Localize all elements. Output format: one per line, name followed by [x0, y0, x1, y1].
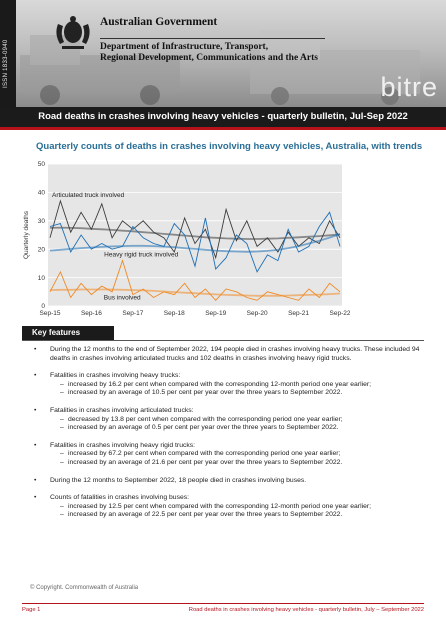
- issn-number: ISSN 1833-0940: [3, 39, 9, 88]
- feature-text: During the 12 months to the end of September 2022, 194 people died in crashes involving heavy trucks. These included 94 deaths in crashes involving articulated trucks and 102 deaths in crashes involving heavy rigid trucks.: [50, 346, 420, 362]
- title-bar: [0, 107, 446, 127]
- plot-area: [48, 164, 342, 306]
- x-tick-label: Sep-19: [205, 310, 227, 317]
- key-features-heading: Key features: [32, 328, 81, 337]
- department-line-2: Regional Development, Communications and the Arts: [100, 53, 318, 63]
- x-tick-label: Sep-22: [329, 310, 350, 317]
- feature-sub-item: – increased by 67.2 per cent when compared with the corresponding period one year earlier;: [50, 450, 426, 459]
- title-underline: [0, 127, 446, 130]
- x-tick-label: Sep-21: [288, 310, 310, 317]
- feature-bullet: [30, 372, 426, 398]
- footer-rule: [22, 603, 424, 604]
- feature-sub-item: – increased by an average of 0.5 per cent per year over the three years to September 2022.: [50, 424, 426, 433]
- footer-bulletin-title: Road deaths in crashes involving heavy vehicles - quarterly bulletin, July – September 2022: [188, 607, 424, 613]
- y-tick-label: 10: [37, 274, 45, 282]
- feature-bullet: [30, 442, 426, 468]
- y-tick-label: 40: [37, 189, 45, 197]
- series-label: Heavy rigid truck involved: [104, 251, 179, 259]
- x-tick-label: Sep-15: [39, 310, 61, 317]
- chart-title: Quarterly counts of deaths in crashes involving heavy vehicles, Australia, with trends: [36, 141, 423, 152]
- feature-bullet: [30, 407, 426, 433]
- x-tick-label: Sep-20: [246, 310, 268, 317]
- y-tick-label: 50: [37, 161, 45, 169]
- feature-text: • Fatalities in crashes involving heavy rigid trucks:: [50, 441, 196, 449]
- feature-sub-item: – increased by 16.2 per cent when compared with the corresponding 12-month period one year earlier;: [50, 381, 426, 390]
- bitre-logo: bitre: [380, 72, 438, 102]
- government-name: Australian Government: [100, 16, 218, 28]
- x-tick-label: Sep-17: [122, 310, 144, 317]
- feature-bullet: [30, 494, 426, 520]
- feature-text: • Fatalities in crashes involving heavy trucks:: [50, 372, 181, 380]
- government-rule: [100, 38, 325, 39]
- page-number: Page 1: [22, 607, 41, 613]
- copyright: © Copyright. Commonwealth of Australia: [30, 585, 139, 591]
- x-tick-label: Sep-16: [80, 310, 102, 317]
- x-tick-label: Sep-18: [163, 310, 185, 317]
- department-line-1: Department of Infrastructure, Transport,: [100, 42, 269, 52]
- y-tick-label: 30: [37, 218, 45, 225]
- feature-sub-item: – increased by an average of 22.5 per cent per year over the three years to September 2022.: [50, 511, 426, 520]
- key-features-heading-bar: [22, 326, 114, 340]
- feature-sub-item: – increased by an average of 10.5 per cent per year over the three years to September 2022.: [50, 389, 426, 398]
- y-tick-label: 0: [41, 303, 45, 311]
- department-name: [100, 42, 360, 64]
- feature-bullet: [30, 346, 426, 363]
- key-features-rule: [22, 340, 424, 341]
- feature-bullet: [30, 477, 426, 486]
- chart: [20, 156, 350, 324]
- key-features-list: [30, 346, 426, 529]
- coat-of-arms-icon: [52, 14, 94, 54]
- y-axis-label: Quarterly deaths: [23, 210, 30, 260]
- feature-sub-item: – increased by 12.5 per cent when compared with the corresponding 12-month period one year earlier;: [50, 503, 426, 512]
- y-tick-label: 20: [37, 246, 45, 254]
- feature-sub-item: – increased by an average of 21.6 per cent per year over the three years to September 2022.: [50, 459, 426, 468]
- feature-text: • Counts of fatalities in crashes involving buses:: [50, 494, 190, 502]
- chart-svg: [20, 156, 350, 324]
- feature-sub-item: – decreased by 13.8 per cent when compared with the corresponding period one year earlier;: [50, 416, 426, 425]
- series-label: Articulated truck involved: [52, 191, 125, 199]
- header-banner: [0, 0, 446, 107]
- feature-text: • Fatalities in crashes involving articulated trucks:: [50, 406, 194, 414]
- feature-text: • During the 12 months to September 2022, 18 people died in crashes involving buses.: [50, 476, 307, 484]
- bulletin-title: Road deaths in crashes involving heavy vehicles - quarterly bulletin, Jul-Sep 2022: [38, 111, 408, 122]
- series-label: Bus involved: [103, 294, 141, 302]
